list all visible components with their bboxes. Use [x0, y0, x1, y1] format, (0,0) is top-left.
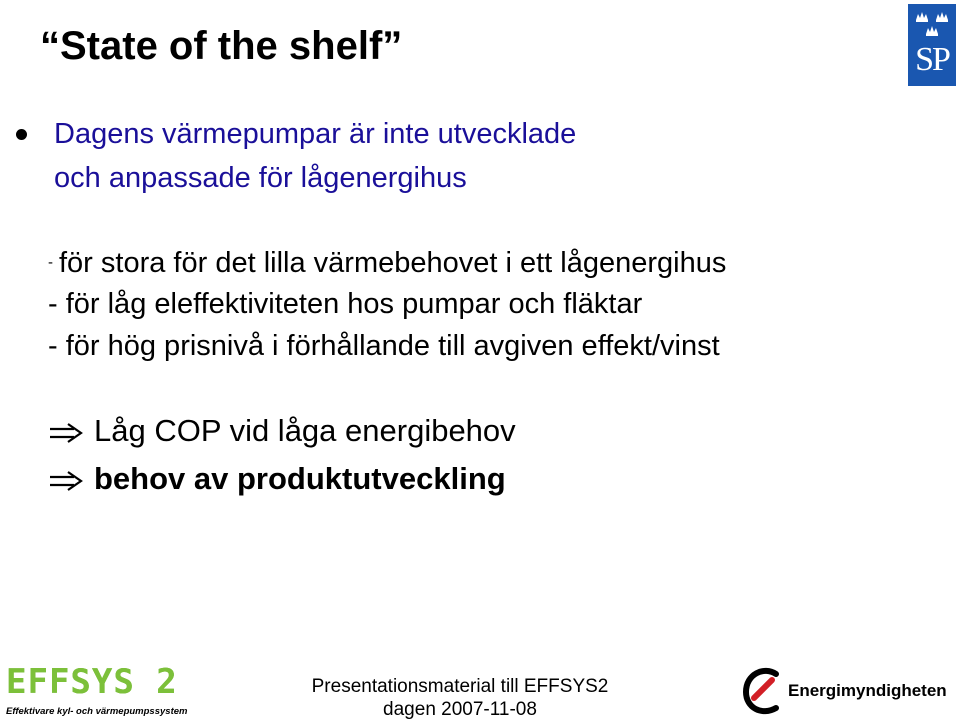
conclusion-text: behov av produktutveckling — [94, 461, 506, 496]
energimyndigheten-logo — [738, 664, 956, 718]
effsys-logo-word: EFFSYS 2 — [6, 662, 178, 702]
bullet-line-1: Dagens värmepumpar är inte utvecklade — [54, 118, 577, 150]
footer-line-2: dagen 2007-11-08 — [383, 699, 537, 720]
conclusion-text: Låg COP vid låga energibehov — [94, 413, 516, 448]
conclusion — [48, 412, 516, 450]
sp-logo-text: SP — [915, 41, 949, 78]
double-arrow-icon — [48, 422, 84, 444]
subpoint-text: för hög prisnivå i förhållande till avgiven effekt/vinst — [65, 330, 720, 362]
subpoint-prefix: - — [48, 254, 53, 271]
bullet-icon — [16, 129, 27, 140]
three-crowns-icon — [908, 8, 956, 38]
subpoint-prefix: - — [48, 288, 66, 320]
subpoint-text: för låg eleffektiviteten hos pumpar och fläktar — [65, 288, 643, 320]
subpoint-text: för stora för det lilla värmebehovet i ett lågenergihus — [59, 247, 727, 279]
title-text: State of the shelf — [60, 24, 383, 68]
subpoint-prefix: - — [48, 330, 66, 362]
effsys-logo-tagline: Effektivare kyl- och värmepumpssystem — [6, 706, 188, 717]
slide-title — [40, 20, 402, 72]
subpoint — [48, 286, 642, 322]
title-quote-open: “ — [40, 24, 60, 68]
energimyndigheten-logo-text: Energimyndigheten — [788, 681, 947, 700]
effsys-logo — [4, 662, 188, 718]
sp-logo — [908, 4, 956, 86]
title-quote-close: ” — [382, 24, 403, 68]
subpoint — [48, 328, 720, 364]
subpoint — [48, 245, 726, 281]
bullet-line-2: och anpassade för lågenergihus — [54, 162, 467, 194]
footer-line-1: Presentationsmaterial till EFFSYS2 — [311, 676, 609, 697]
conclusion — [48, 460, 506, 498]
energimyndigheten-swoosh-icon — [738, 664, 786, 718]
double-arrow-icon — [48, 470, 84, 492]
